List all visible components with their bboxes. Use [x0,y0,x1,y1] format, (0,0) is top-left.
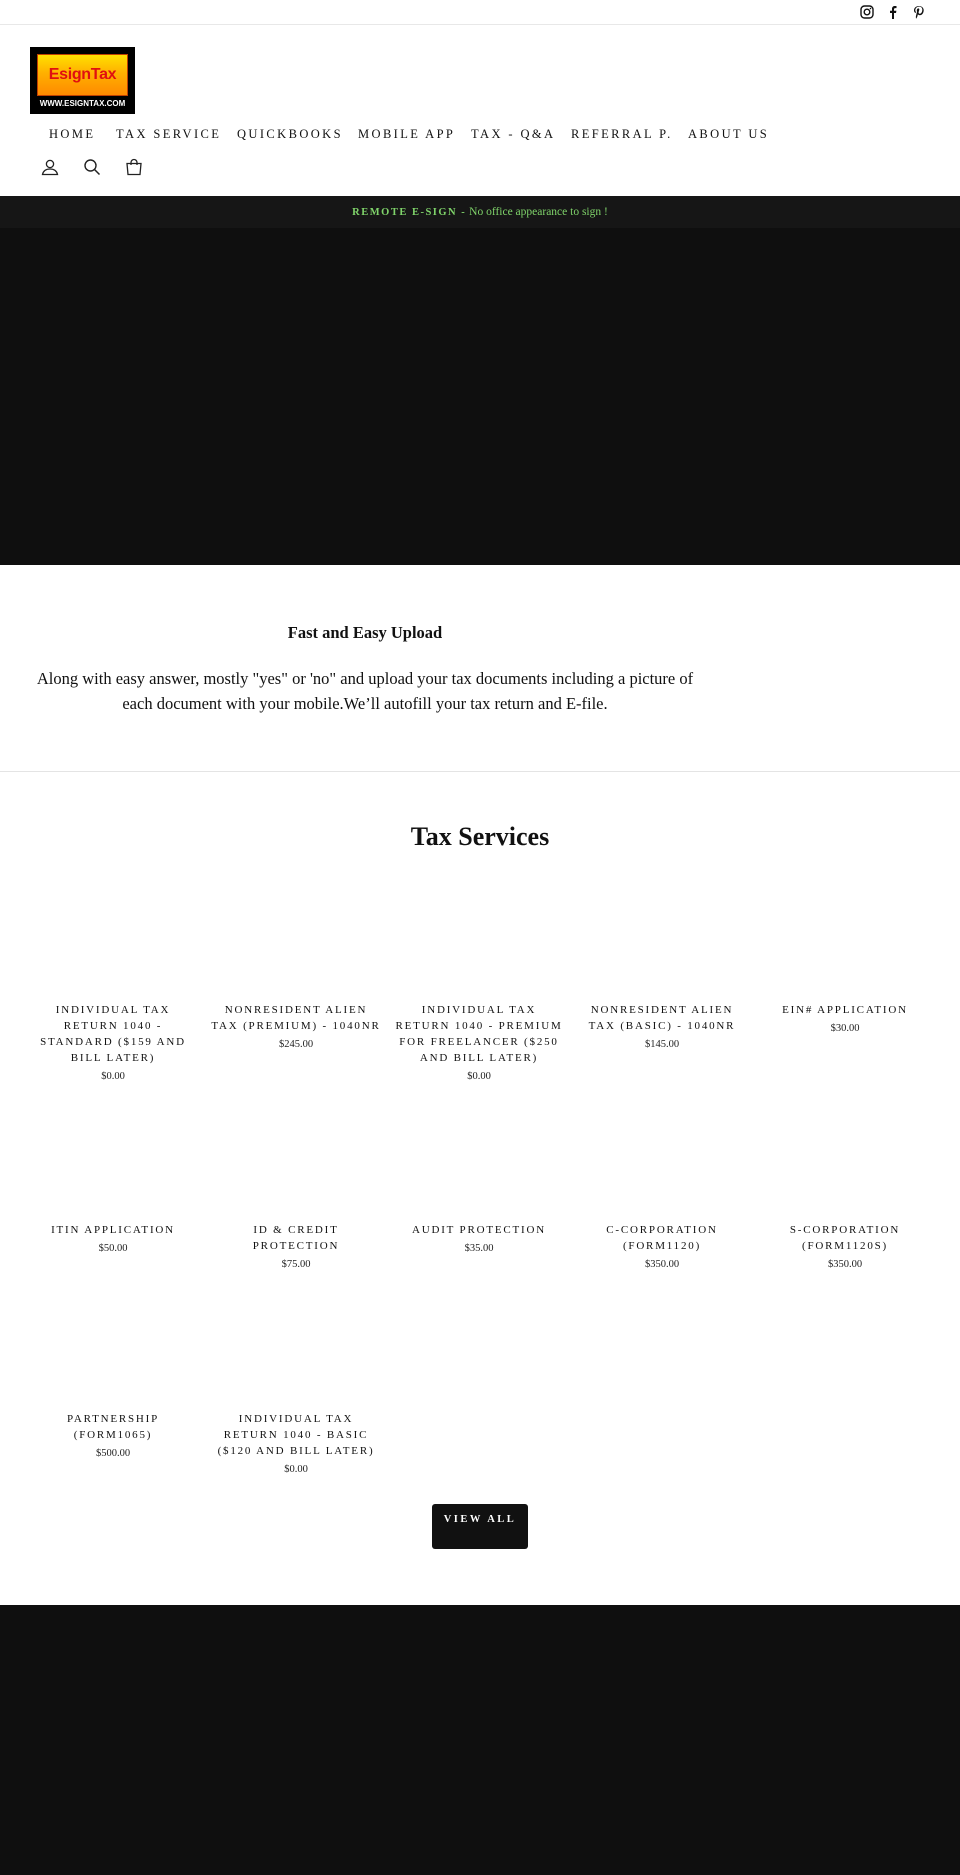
nav-tax-qa[interactable]: TAX - Q&A [471,127,556,141]
nav-mobile-app[interactable]: MOBILE APP [358,127,456,141]
product-card[interactable] [577,1222,747,1270]
product-price: $245.00 [278,1039,314,1050]
product-price: $0.00 [467,1071,491,1082]
product-price: $30.00 [830,1023,860,1034]
hero-banner [0,228,960,565]
logo-badge [37,54,128,96]
product-price: $500.00 [95,1448,131,1459]
product-card[interactable] [211,1411,381,1475]
product-price: $350.00 [827,1259,863,1270]
view-all-button[interactable]: VIEW ALL [432,1504,528,1549]
site-logo[interactable] [30,47,135,114]
services-title: Tax Services [410,822,550,851]
product-price: $350.00 [644,1259,680,1270]
upload-heading: Fast and Easy Upload [287,623,443,642]
search-icon[interactable] [80,155,104,179]
footer-section [0,1605,960,1875]
product-card[interactable] [28,1002,198,1082]
product-title[interactable]: S-CORPORATION (FORM1120S) [789,1224,901,1252]
product-title[interactable]: NONRESIDENT ALIEN TAX (PREMIUM) - 1040NR [211,1004,381,1032]
product-price: $35.00 [464,1243,494,1254]
nav-about-us[interactable]: ABOUT US [688,127,770,141]
product-card[interactable] [577,1002,747,1050]
announcement-text: No office appearance to sign ! [466,206,608,218]
product-title[interactable]: C-CORPORATION (FORM1120) [606,1224,718,1252]
product-title[interactable]: ID & CREDIT PROTECTION [252,1224,340,1252]
upload-info-section [0,565,960,772]
product-card[interactable] [211,1002,381,1050]
product-title[interactable]: INDIVIDUAL TAX RETURN 1040 - BASIC ($120 AND BILL LATER) [217,1413,375,1457]
product-card[interactable] [760,1222,930,1270]
product-title[interactable]: INDIVIDUAL TAX RETURN 1040 - STANDARD ($159 AND BILL LATER) [40,1004,186,1064]
product-title[interactable]: EIN# APPLICATION [782,1004,908,1016]
product-title[interactable]: NONRESIDENT ALIEN TAX (BASIC) - 1040NR [588,1004,736,1032]
pinterest-icon[interactable] [910,3,928,21]
cart-icon[interactable] [122,155,146,179]
product-price: $75.00 [281,1259,311,1270]
instagram-icon[interactable] [858,3,876,21]
site-header [0,25,960,196]
upload-body: Along with easy answer, mostly "yes" or 'no" and upload your tax documents including a picture of each document with your mobile.We’ll autofill your tax return and E-file. [36,669,694,713]
nav-quickbooks[interactable]: QUICKBOOKS [237,127,343,141]
product-card[interactable] [394,1002,564,1082]
logo-brand-text: EsignTax [48,66,117,83]
product-price: $0.00 [101,1071,125,1082]
account-icon[interactable] [38,155,62,179]
product-card[interactable] [28,1411,198,1459]
product-title[interactable]: INDIVIDUAL TAX RETURN 1040 - PREMIUM FOR FREELANCER ($250 AND BILL LATER) [395,1004,563,1064]
product-card[interactable] [760,1002,930,1034]
product-price: $0.00 [284,1464,308,1475]
product-title[interactable]: ITIN APPLICATION [51,1224,175,1236]
nav-tax-service[interactable]: TAX SERVICE [116,127,222,141]
product-price: $145.00 [644,1039,680,1050]
facebook-icon[interactable] [884,3,902,21]
top-utility-bar [0,0,960,25]
nav-home[interactable]: HOME [49,127,96,141]
product-card[interactable] [211,1222,381,1270]
logo-url-text: WWW.ESIGNTAX.COM [39,99,126,108]
social-links [858,3,928,21]
announcement-highlight: REMOTE E-SIGN - [352,207,467,218]
product-title[interactable]: AUDIT PROTECTION [411,1224,546,1236]
nav-referral[interactable]: REFERRAL P. [571,127,673,141]
product-card[interactable] [394,1222,564,1254]
announcement-bar [0,196,960,228]
product-price: $50.00 [98,1243,128,1254]
product-card[interactable] [28,1222,198,1254]
product-title[interactable]: PARTNERSHIP (FORM1065) [66,1413,160,1441]
